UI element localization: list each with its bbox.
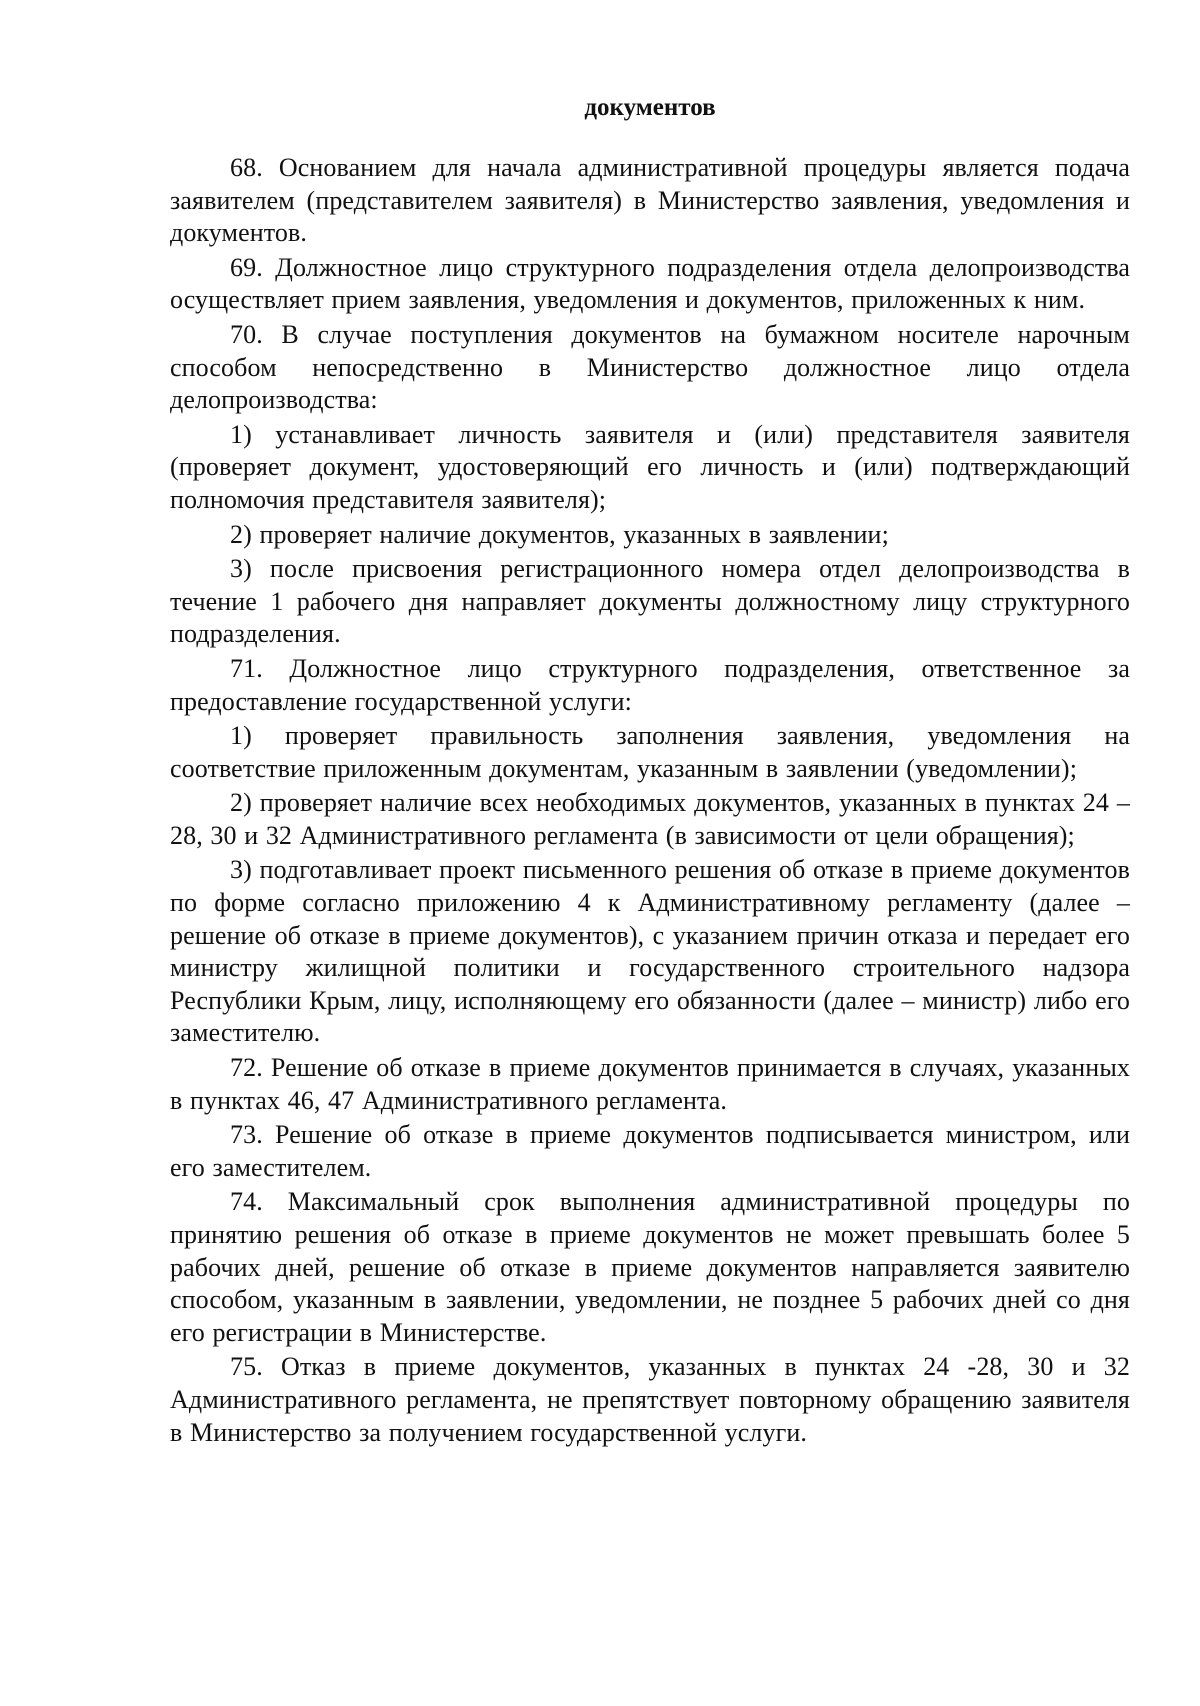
paragraph-71: 71. Должностное лицо структурного подразделения, ответственное за предоставление государственной услуги: [170, 653, 1130, 716]
paragraph-73: 73. Решение об отказе в приеме документов подписывается министром, или его заместителем. [170, 1120, 1130, 1182]
paragraph-75: 75. Отказ в приеме документов, указанных в пунктах 24 -28, 30 и 32 Административного регламента, не препятствует повторному обращению заявителя в Министерство за получением государственной услуги. [170, 1352, 1130, 1447]
paragraph-70-item-3: 3) после присвоения регистрационного номера отдел делопроизводства в течение 1 рабочего дня направляет документы должностному лицу структурного подразделения. [170, 554, 1130, 649]
document-body [170, 92, 1130, 1451]
paragraph-70-item-2: 2) проверяет наличие документов, указанных в заявлении; [230, 519, 889, 549]
paragraph-70: 70. В случае поступления документов на бумажном носителе нарочным способом непосредственно в Министерство должностное лицо отдела делопроизводства: [170, 319, 1130, 415]
paragraph-71-item-2: 2) проверяет наличие всех необходимых документов, указанных в пунктах 24 – 28, 30 и 32 Административного регламента (в зависимости от цели обращения); [170, 788, 1130, 850]
paragraph-71-item-3: 3) подготавливает проект письменного решения об отказе в приеме документов по форме согласно приложению 4 к Административному регламенту (далее – решение об отказе в приеме документов), с указанием причин отказа и передает его министру жилищной политики и государственного строительного надзора Республики Крым, лицу, исполняющему его обязанности (далее – министр) либо его заместителю. [170, 855, 1130, 1048]
section-heading: документов [584, 94, 716, 121]
paragraph-70-item-1: 1) устанавливает личность заявителя и (или) представителя заявителя (проверяет документ, удостоверяющий его личность и (или) подтверждающий полномочия представителя заявителя); [170, 419, 1130, 514]
paragraph-74: 74. Максимальный срок выполнения административной процедуры по принятию решения об отказе в приеме документов не может превышать более 5 рабочих дней, решение об отказе в приеме документов направляется заявителю способом, указанным в заявлении, уведомлении, не позднее 5 рабочих дней со дня его регистрации в Министерстве. [170, 1187, 1130, 1347]
paragraph-72: 72. Решение об отказе в приеме документов принимается в случаях, указанных в пунктах 46, 47 Административного регламента. [170, 1053, 1130, 1115]
paragraph-69: 69. Должностное лицо структурного подразделения отдела делопроизводства осуществляет прием заявления, уведомления и документов, приложенных к ним. [170, 252, 1130, 315]
paragraph-68: 68. Основанием для начала административной процедуры является подача заявителем (представителем заявителя) в Министерство заявления, уведомления и документов. [170, 153, 1130, 248]
paragraph-71-item-1: 1) проверяет правильность заполнения заявления, уведомления на соответствие приложенным документам, указанным в заявлении (уведомлении); [170, 721, 1130, 783]
